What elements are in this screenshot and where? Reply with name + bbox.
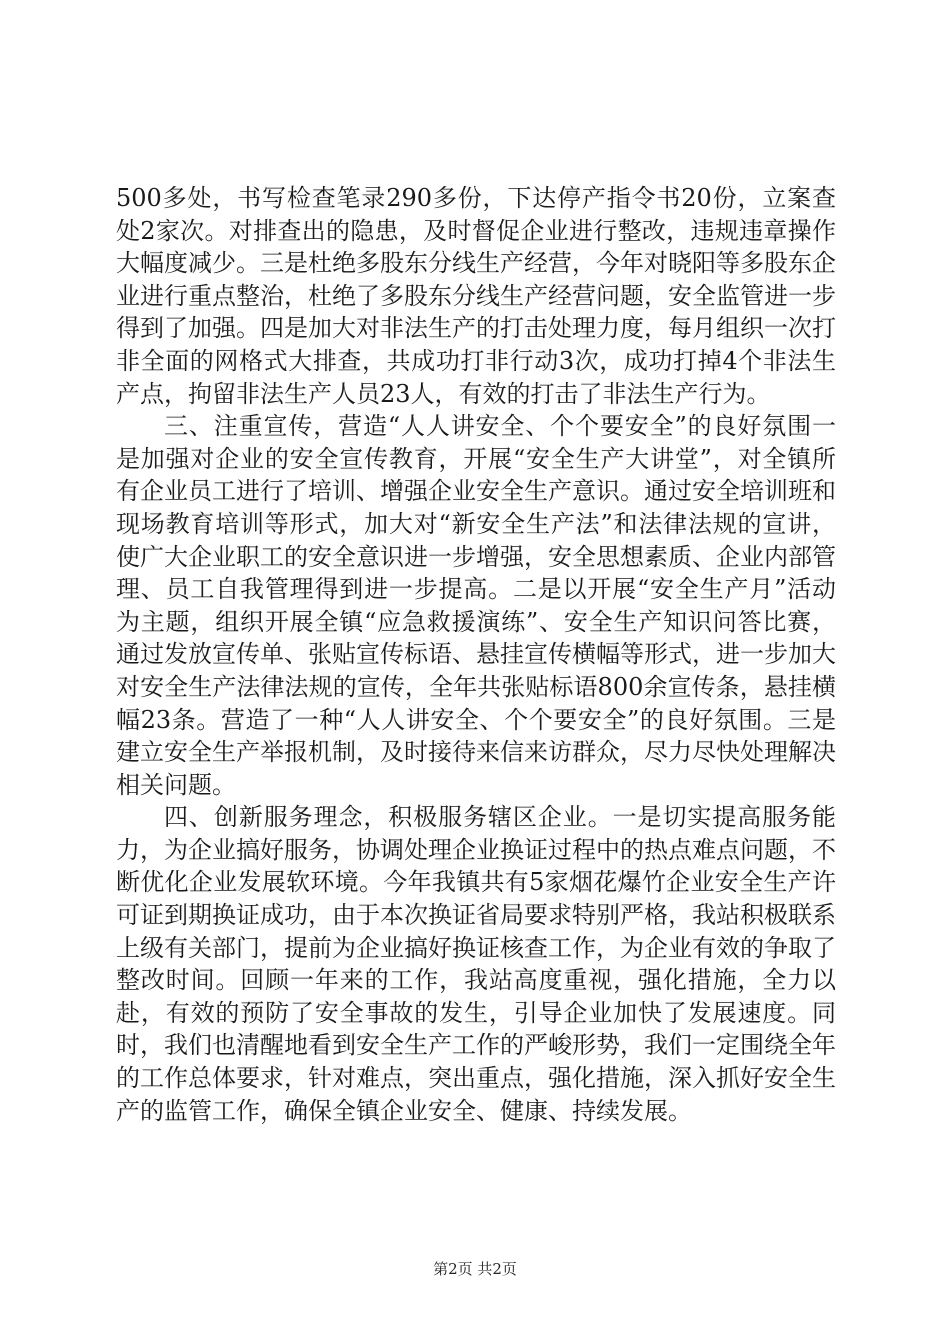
paragraph-section-three: 三、注重宣传，营造“人人讲安全、个个要安全”的良好氛围一是加强对企业的安全宣传教育，开展“安全生产大讲堂”，对全镇所有企业员工进行了培训、增强企业安全生产意识。通过安全培训班和现场教育培训等形式，加大对“新安全生产法”和法律法规的宣讲，使广大企业职工的安全意识进一步增强，安全思想素质、企业内部管理、员工自我管理得到进一步提高。二是以开展“安全生产月”活动为主题，组织开展全镇“应急救援演练”、安全生产知识问答比赛，通过发放宣传单、张贴宣传标语、悬挂宣传横幅等形式，进一步加大对安全生产法律法规的宣传，全年共张贴标语800余宣传条，悬挂横幅23条。营造了一种“人人讲安全、个个要安全”的良好氛围。三是建立安全生产举报机制，及时接待来信来访群众，尽力尽快处理解决相关问题。 bbox=[116, 412, 836, 799]
page-number-footer: 第2页 共2页 bbox=[433, 1260, 517, 1278]
paragraph-section-four: 四、创新服务理念，积极服务辖区企业。一是切实提高服务能力，为企业搞好服务，协调处理企业换证过程中的热点难点问题，不断优化企业发展软环境。今年我镇共有5家烟花爆竹企业安全生产许可证到期换证成功，由于本次换证省局要求特别严格，我站积极联系上级有关部门，提前为企业搞好换证核查工作，为企业有效的争取了整改时间。回顾一年来的工作，我站高度重视，强化措施，全力以赴，有效的预防了安全事故的发生，引导企业加快了发展速度。同时，我们也清醒地看到安全生产工作的严峻形势，我们一定围绕全年的工作总体要求，针对难点，突出重点，强化措施，深入抓好安全生产的监管工作，确保全镇企业安全、健康、持续发展。 bbox=[116, 803, 836, 1125]
paragraph-continued: 500多处，书写检查笔录290多份，下达停产指令书20份，立案查处2家次。对排查出的隐患，及时督促企业进行整改，违规违章操作大幅度减少。三是杜绝多股东分线生产经营，今年对晓阳等多股东企业进行重点整治，杜绝了多股东分线生产经营问题，安全监管进一步得到了加强。四是加大对非法生产的打击处理力度，每月组织一次打非全面的网格式大排查，共成功打非行动3次，成功打掉4个非法生产点，拘留非法生产人员23人，有效的打击了非法生产行为。 bbox=[116, 184, 836, 408]
document-body bbox=[116, 182, 836, 1127]
